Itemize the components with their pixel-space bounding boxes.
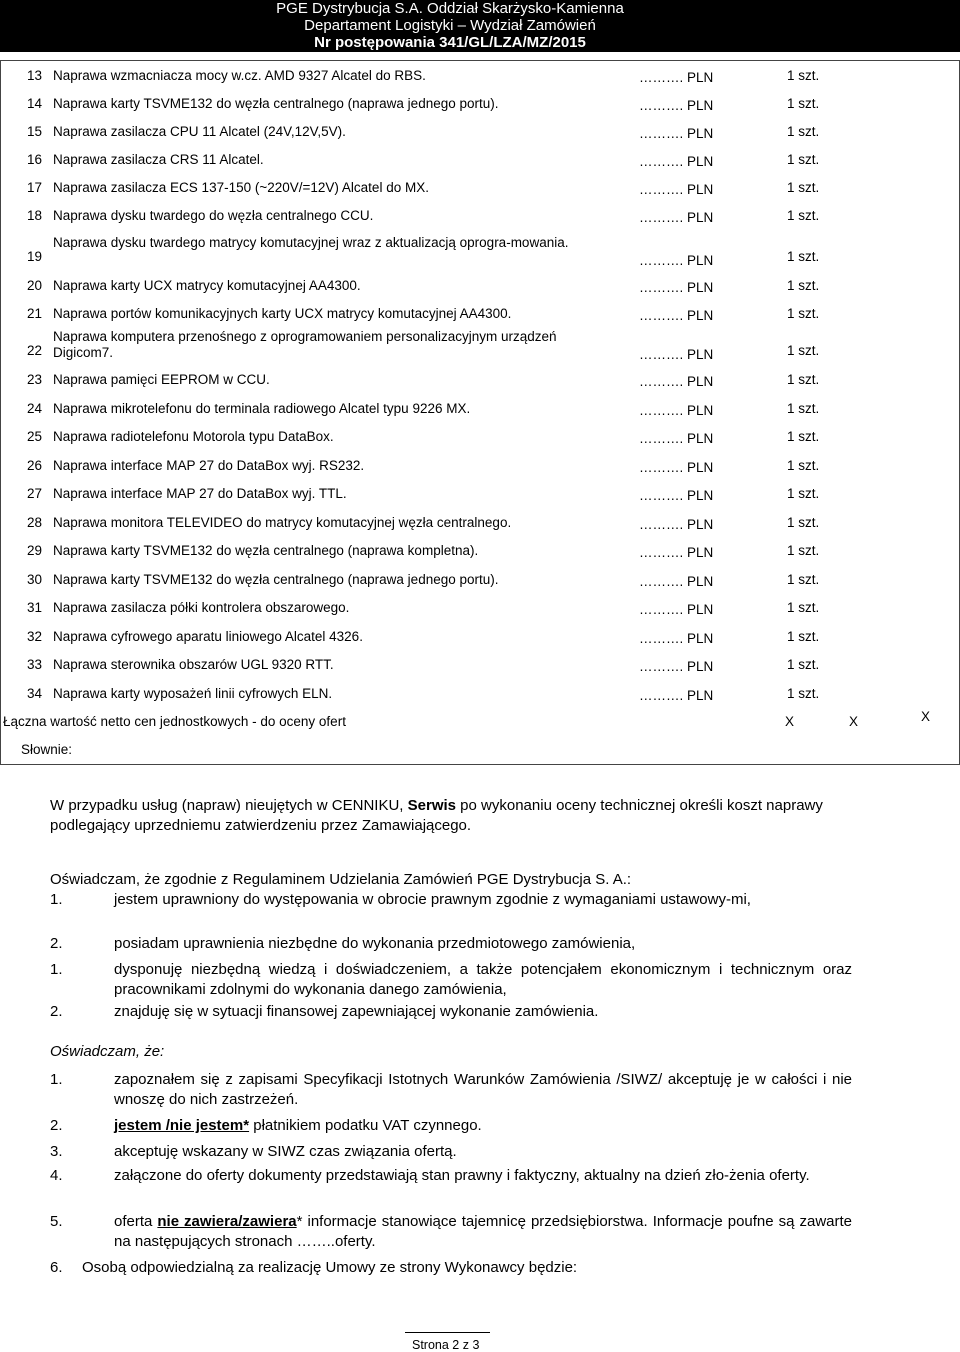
total-label: Łączna wartość netto cen jednostkowych - do oceny ofert	[3, 714, 346, 729]
price-table: 13 Naprawa wzmacniacza mocy w.cz. AMD 9327 Alcatel do RBS. ………. PLN 1 szt. 14 Naprawa karty TSVME132 do węzła centralnego (naprawa jednego portu). ………. PLN 1 szt. 15 Naprawa zasilacza CPU 11 Alcatel (24V,12V,5V). ………. PLN 1 szt. 16 Naprawa zasilacza CRS 11 Alcatel. ………. PLN 1 szt. 17 Naprawa zasilacza ECS 137-150 (~220V/=12V) Alcatel do MX. ………. PLN 1 szt. 18 Naprawa dysku twardego do węzła centralnego CCU. ………. PLN 1 szt. 19 Naprawa dysku twardego matrycy komutacyjnej wraz z aktualizacją oprogra-mowania. ………. PLN 1 szt. 20 Naprawa karty UCX matrycy komutacyjnej AA4300. ………. PLN 1 szt. 21 Naprawa portów komunikacyjnych karty UCX matrycy komutacyjnej AA4300. ………. PLN 1 szt. 22 Naprawa komputera przenośnego z oprogramowaniem personalizacyjnym urządzeń Digicom7. ………. PLN 1 szt. 23 Naprawa pamięci EEPROM w CCU. ………. PLN 1 szt. 24 Naprawa mikrotelefonu do terminala radiowego Alcatel typu 9226 MX. ………. PLN 1 szt. 25 Naprawa radiotelefonu Motorola typu DataBox. ………. PLN 1 szt. 26 Naprawa interface MAP 27 do DataBox wyj. RS232. ………. PLN 1 szt. 27 Naprawa interface MAP 27 do DataBox wyj. TTL. ………. PLN 1 szt. 28 Naprawa monitora TELEVIDEO do matrycy komutacyjnej węzła centralnego. ………. PLN 1 szt. 29 Naprawa karty TSVME132 do węzła centralnego (naprawa kompletna). ………. PLN 1 szt. 30 Naprawa karty TSVME132 do węzła centralnego (naprawa jednego portu). ………. PLN 1 szt. 31 Naprawa zasilacza półki kontrolera obszarowego. ………. PLN 1 szt. 32 Naprawa cyfrowego aparatu liniowego Alcatel 4326. ………. PLN 1 szt. 33 Naprawa sterownika obszarów UGL 9320 RTT. ………. PLN 1 szt. 34 Naprawa karty wyposażeń linii cyfrowych ELN. ………. PLN 1 szt. Łączna wartość netto cen jednostkowych - do oceny ofert X X X Słownie:	[0, 60, 960, 765]
page-header	[0, 0, 960, 52]
paragraph-declaration: Oświadczam, że zgodnie z Regulaminem Udzielania Zamówień PGE Dystrybucja S. A.:	[50, 871, 632, 888]
declaration-heading: Oświadczam, że:	[50, 1043, 165, 1060]
page-number: Strona 2 z 3	[412, 1338, 480, 1352]
slownie-label: Słownie:	[21, 742, 73, 757]
header-case-number: Nr postępowania 341/GL/LZA/MZ/2015	[314, 34, 586, 51]
header-company: PGE Dystrybucja S.A. Oddział Skarżysko-Kamienna	[276, 0, 624, 17]
footer-divider	[405, 1332, 490, 1333]
header-department: Departament Logistyki – Wydział Zamówień	[304, 17, 596, 34]
total-x: X	[785, 714, 795, 729]
total-x: X	[921, 709, 931, 724]
total-x: X	[849, 714, 859, 729]
paragraph-services: W przypadku usług (napraw) nieujętych w CENNIKU, Serwis po wykonaniu oceny technicznej określi koszt naprawy podlegający uprzedniemu zatwierdzeniu przez Zamawiającego.	[50, 797, 823, 834]
